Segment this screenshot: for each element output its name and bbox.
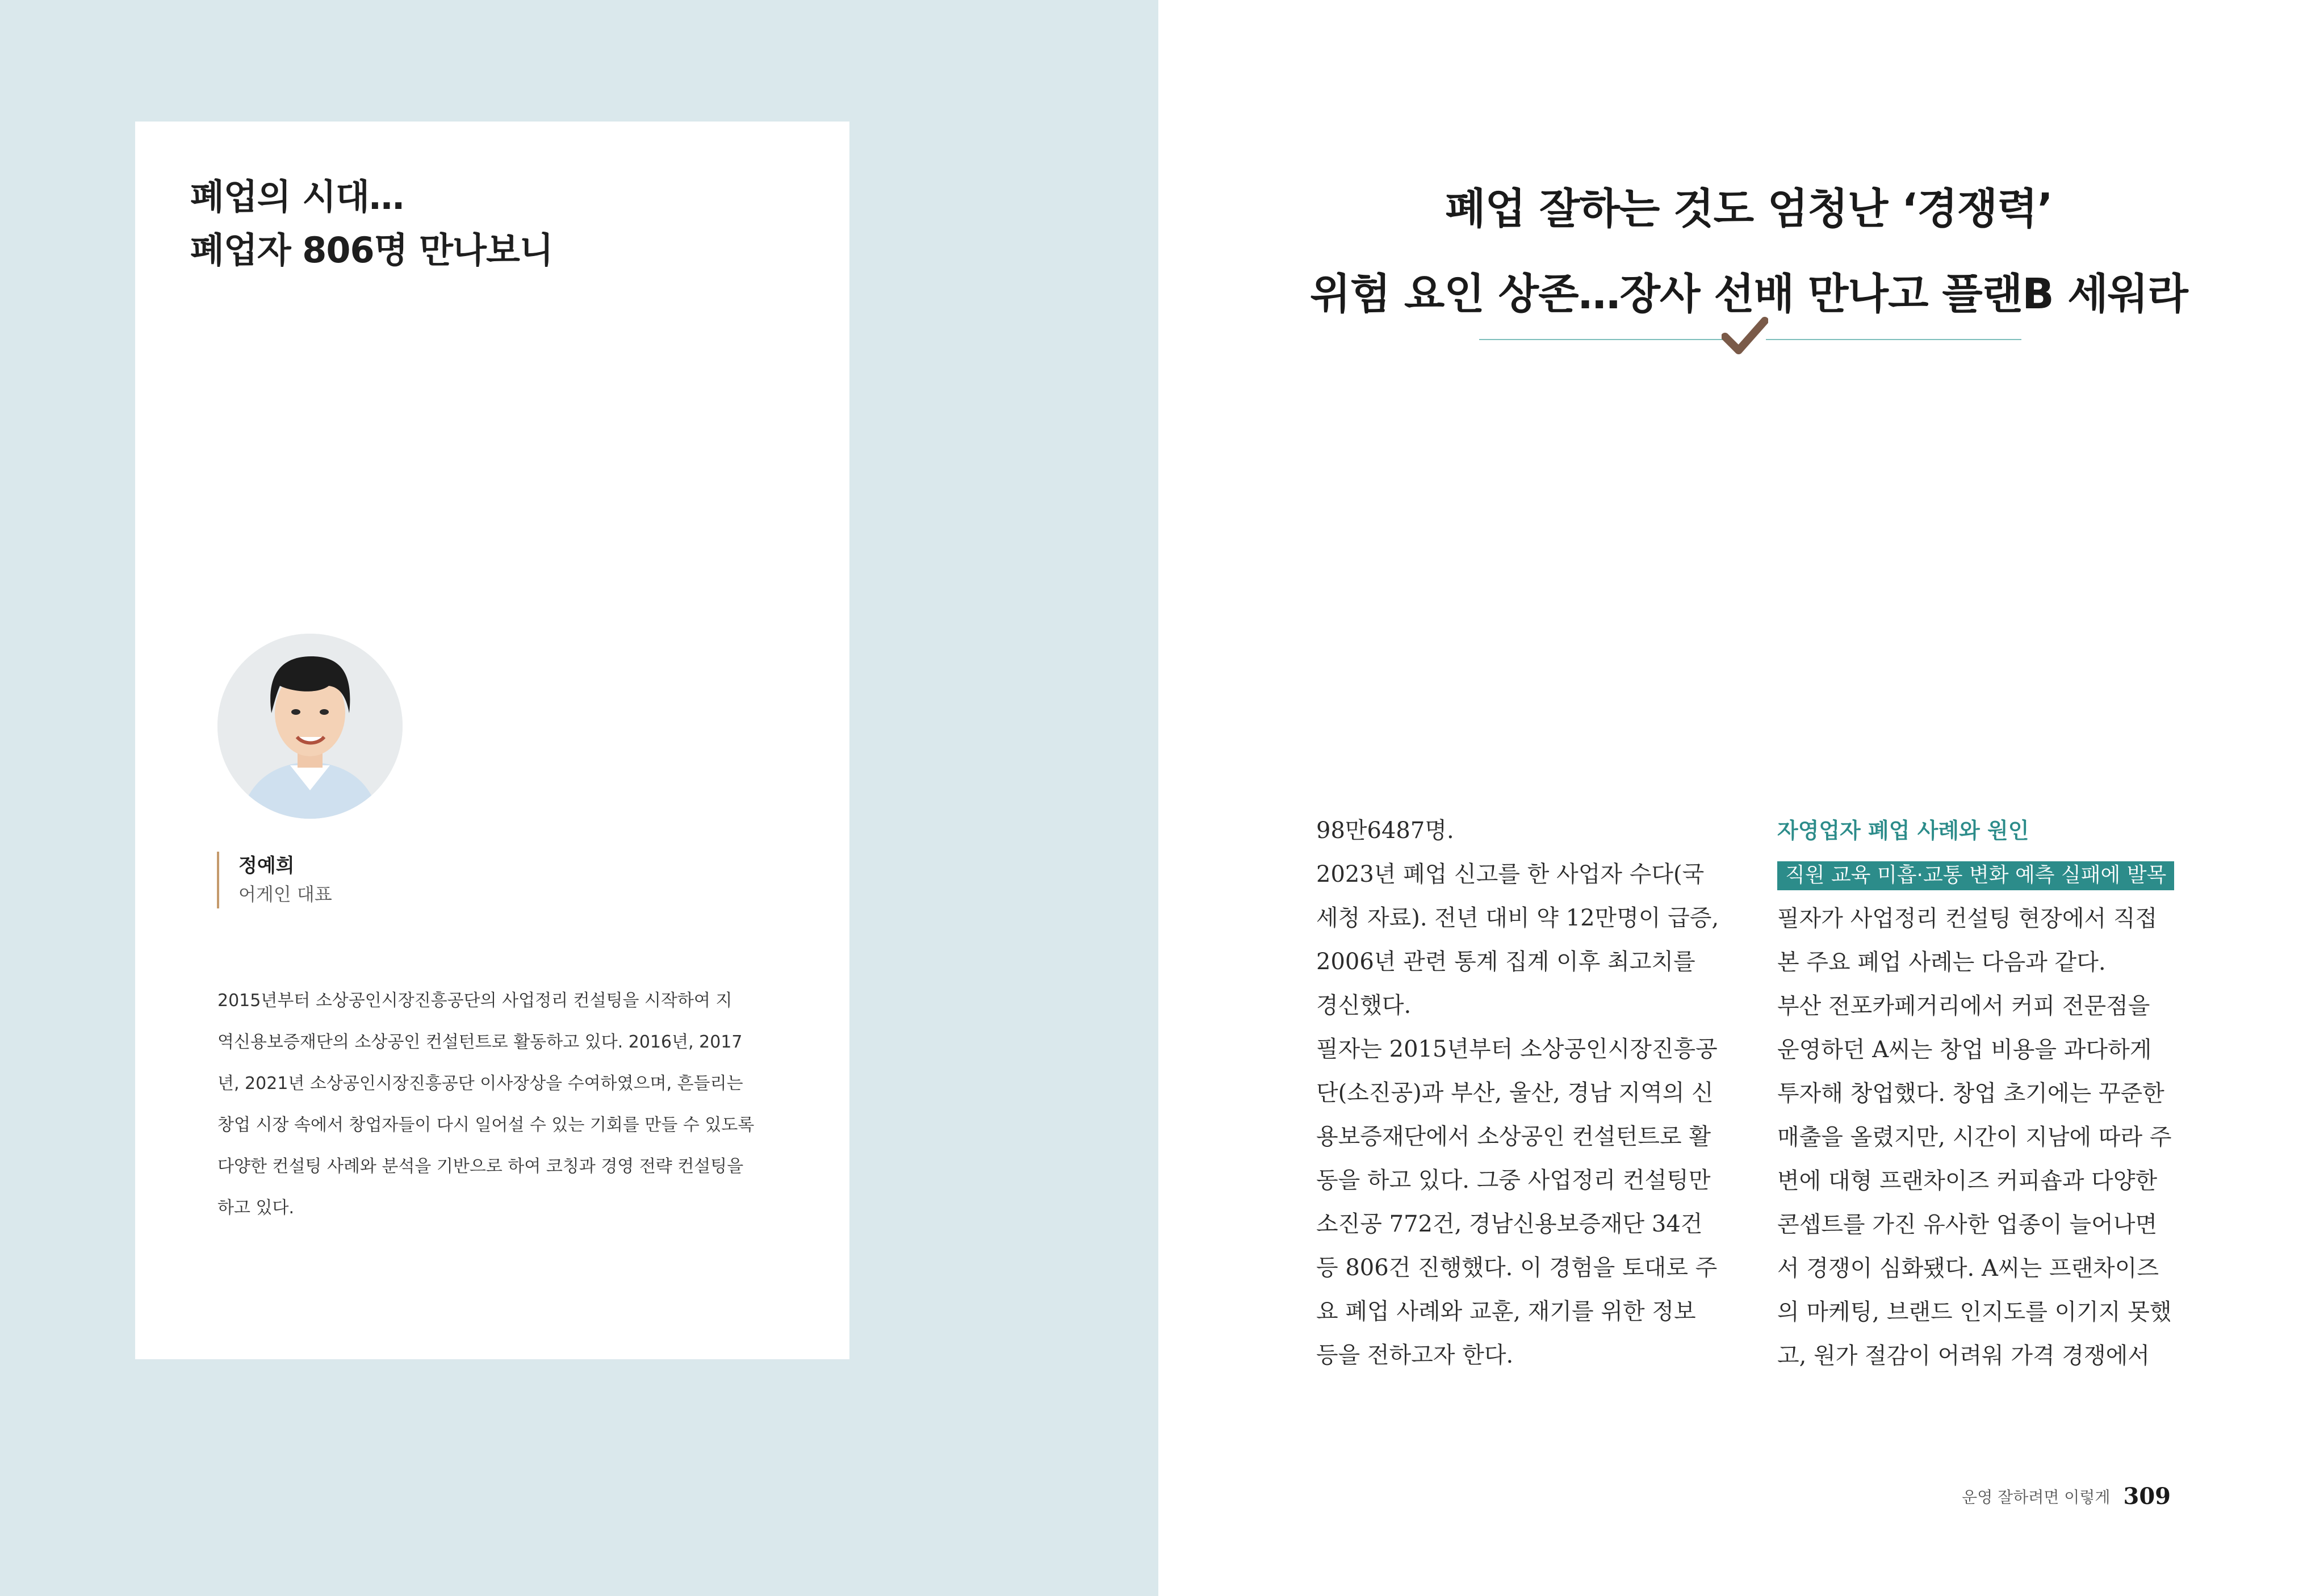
body-line: 의 마케팅, 브랜드 인지도를 이기지 못했: [1777, 1299, 2172, 1325]
body-line: 2006년 관련 통계 집계 이후 최고치를: [1316, 949, 1695, 975]
body-line: 필자는 2015년부터 소상공인시장진흥공: [1316, 1036, 1718, 1062]
bio-line: 다양한 컨설팅 사례와 분석을 기반으로 하여 코칭과 경영 전략 컨설팅을: [217, 1157, 744, 1176]
article-column-1: [1316, 809, 1722, 1377]
author-info: [217, 852, 332, 908]
card-title-line: 폐업의 시대…: [190, 176, 404, 217]
article-headline: [1238, 166, 2260, 337]
headline-line: 위험 요인 상존…장사 선배 만나고 플랜B 세워라: [1310, 270, 2188, 319]
body-line: 소진공 772건, 경남신용보증재단 34건: [1316, 1211, 1703, 1237]
body-line: 요 폐업 사례와 교훈, 재기를 위한 정보: [1316, 1298, 1696, 1325]
body-line: 등 806건 진행했다. 이 경험을 토대로 주: [1316, 1255, 1718, 1281]
card-title: [190, 170, 786, 277]
author-role: 어게인 대표: [238, 883, 332, 905]
card-title-line: 폐업자 806명 만나보니: [190, 229, 553, 271]
body-line: 변에 대형 프랜차이즈 커피숍과 다양한: [1777, 1168, 2158, 1194]
bio-line: 년, 2021년 소상공인시장진흥공단 이사장상을 수여하였으며, 흔들리는: [217, 1074, 743, 1094]
author-name: 정예희: [238, 854, 295, 877]
bio-line: 2015년부터 소상공인시장진흥공단의 사업정리 컨설팅을 시작하여 지: [217, 991, 732, 1011]
body-line: 투자해 창업했다. 창업 초기에는 꾸준한: [1777, 1080, 2164, 1107]
headline-line: 폐업 잘하는 것도 엄청난 ‘경쟁력’: [1445, 185, 2053, 233]
checkmark-icon: [1722, 315, 1768, 356]
body-line: 서 경쟁이 심화됐다. A씨는 프랜차이즈: [1777, 1255, 2159, 1281]
body-line: 필자가 사업정리 컨설팅 현장에서 직접: [1777, 906, 2158, 932]
divider-right: [1766, 339, 2021, 340]
body-line: 부산 전포카페거리에서 커피 전문점을: [1777, 993, 2150, 1019]
body-line: 콘셉트를 가진 유사한 업종이 늘어나면: [1777, 1212, 2158, 1238]
highlight-line: [1777, 853, 2192, 897]
highlight-label: 직원 교육 미흡·교통 변화 예측 실패에 발목: [1777, 861, 2174, 890]
section-title: 자영업자 폐업 사례와 원인: [1777, 818, 2029, 843]
body-line: 운영하던 A씨는 창업 비용을 과다하게: [1777, 1037, 2152, 1063]
page-number: 309: [2123, 1483, 2171, 1510]
body-line: 경신했다.: [1316, 992, 1412, 1019]
body-line: 매출을 올렸지만, 시간이 지남에 따라 주: [1777, 1124, 2172, 1150]
body-line: 용보증재단에서 소상공인 컨설턴트로 활: [1316, 1124, 1711, 1150]
body-line: 등을 전하고자 한다.: [1316, 1342, 1514, 1368]
divider-left: [1479, 339, 1723, 340]
author-bio: [217, 980, 774, 1229]
bio-line: 하고 있다.: [217, 1198, 294, 1218]
bio-line: 창업 시장 속에서 창업자들이 다시 일어설 수 있는 기회를 만들 수 있도록: [217, 1115, 755, 1135]
body-line: 98만6487명.: [1316, 818, 1454, 844]
page-footer: [1962, 1483, 2171, 1510]
body-line: 고, 원가 절감이 어려워 가격 경쟁에서: [1777, 1343, 2150, 1369]
body-line: 단(소진공)과 부산, 울산, 경남 지역의 신: [1316, 1080, 1714, 1106]
footer-section-title: 운영 잘하려면 이렇게: [1962, 1488, 2111, 1507]
article-column-2: [1777, 809, 2192, 1378]
bio-line: 역신용보증재단의 소상공인 컨설턴트로 활동하고 있다. 2016년, 2017: [217, 1032, 743, 1052]
body-line: 2023년 폐업 신고를 한 사업자 수다(국: [1316, 861, 1705, 887]
body-line: 동을 하고 있다. 그중 사업정리 컨설팅만: [1316, 1167, 1711, 1193]
body-line: 본 주요 폐업 사례는 다음과 같다.: [1777, 949, 2106, 975]
body-line: 세청 자료). 전년 대비 약 12만명이 급증,: [1316, 905, 1719, 931]
author-photo: [217, 634, 403, 819]
